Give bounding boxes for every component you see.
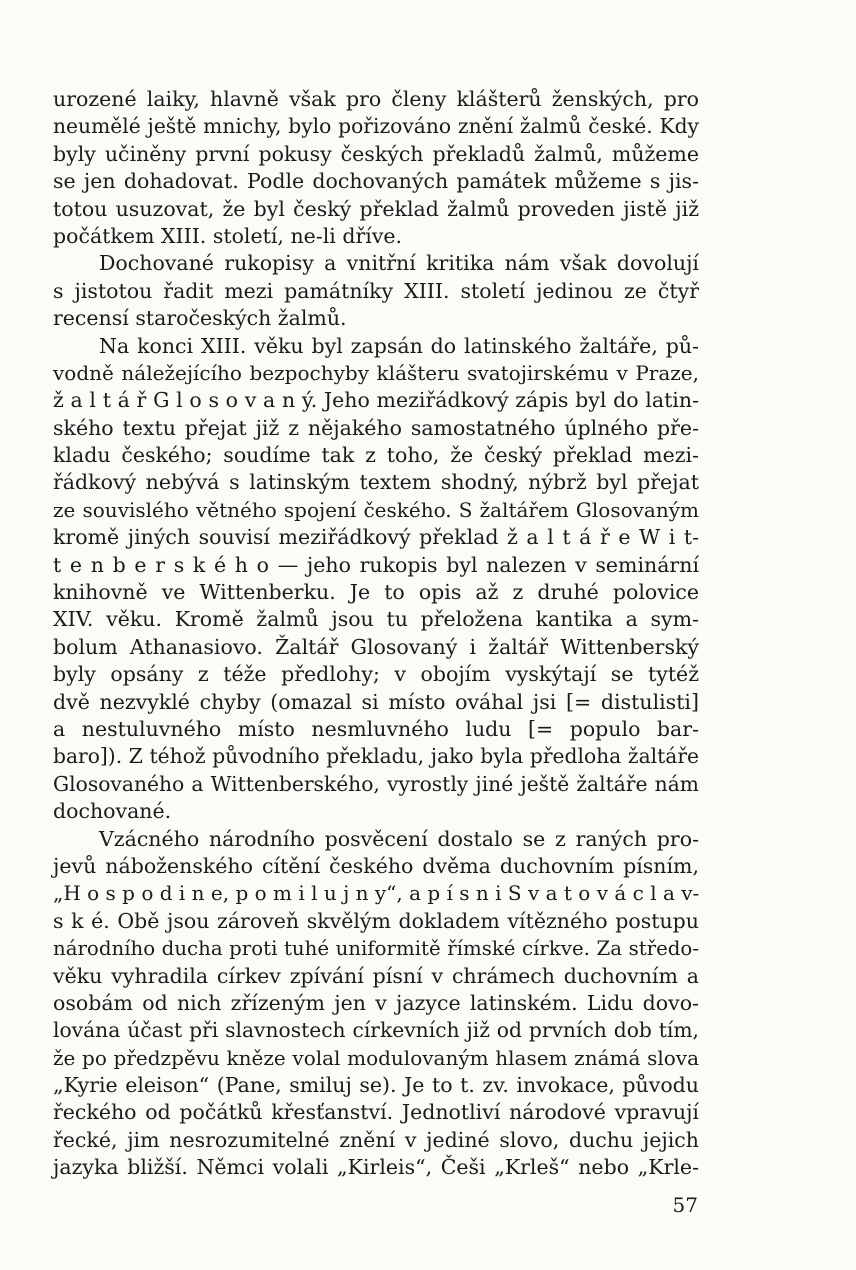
text-line: byly opsány z téže předlohy; v obojím vyskýtají se tytéž [53, 662, 699, 687]
text-line: věku vyhradila církev zpívání písní v chrámech duchovním a [53, 963, 699, 988]
text-line: jevů náboženského cítění českého dvěma duchovním písním, [53, 853, 699, 878]
text-line: ž a l t á ř G l o s o v a n ý. Jeho meziřádkový zápis byl do latin- [53, 388, 699, 413]
text-line: Dochované rukopisy a vnitřní kritika nám však dovolují [99, 251, 699, 276]
text-line: Glosovaného a Wittenberského, vyrostly jiné ještě žaltáře nám [53, 771, 699, 796]
text-line: baro]). Z téhož původního překladu, jako byla předloha žaltáře [53, 744, 699, 769]
text-line: t e n b e r s k é h o — jeho rukopis byl nalezen v seminární [53, 552, 699, 577]
text-line: kladu českého; soudíme tak z toho, že český překlad mezi- [53, 443, 699, 468]
text-line: „Kyrie eleison“ (Pane, smiluj se). Je to t. zv. invokace, původu [53, 1073, 699, 1098]
text-line: se jen dohadovat. Podle dochovaných památek můžeme s jis- [53, 169, 699, 194]
text-line: recensí staročeských žalmů. [53, 306, 347, 331]
text-line: ze souvislého větného spojení českého. S žaltářem Glosovaným [53, 497, 699, 522]
text-line: a nestuluvného místo nesmluvného ludu [= populo bar- [53, 716, 699, 741]
text-line: počátkem XIII. století, ne-li dříve. [53, 223, 403, 248]
text-line: osobám od nich zřízeným jen v jazyce latinském. Lidu dovo- [53, 990, 699, 1015]
text-line: jazyka bližší. Němci volali „Kirleis“, Češi „Krleš“ nebo „Krle- [53, 1155, 699, 1180]
text-line: XIV. věku. Kromě žalmů jsou tu přeložena kantika a sym- [53, 607, 699, 632]
page-number: 57 [672, 1193, 698, 1217]
text-line: vodně náležejícího bezpochyby klášteru svatojirskému v Praze, [53, 360, 699, 385]
text-line: národního ducha proti tuhé uniformitě římské církve. Za středo- [53, 937, 699, 961]
text-line: urozené laiky, hlavně však pro členy klášterů ženských, pro [53, 87, 699, 111]
text-line: s k é. Obě jsou zároveň skvělým dokladem vítězného postupu [53, 908, 699, 933]
text-line: byly učiněny první pokusy českých překladů žalmů, můžeme [53, 141, 699, 166]
text-line: řádkový nebývá s latinským textem shodný, nýbrž byl přejat [53, 470, 699, 495]
text-line: s jistotou řadit mezi památníky XIII. století jedinou ze čtyř [53, 278, 699, 303]
text-line: „H o s p o d i n e, p o m i l u j n y“, a p í s n i S v a t o v á c l a v- [53, 881, 700, 906]
text-line: řecké, jim nesrozumitelné znění v jediné slovo, duchu jejich [53, 1127, 699, 1152]
text-line: dvě nezvyklé chyby (omazal si místo ováhal jsi [= distulisti] [53, 689, 699, 714]
body-text [53, 86, 699, 1182]
text-line: bolum Athanasiovo. Žaltář Glosovaný i žaltář Wittenberský [53, 634, 699, 659]
text-line: že po předzpěvu kněze volal modulovaným hlasem známá slova [53, 1045, 699, 1070]
text-line: ského textu přejat již z nějakého samostatného úplného pře- [53, 415, 699, 440]
text-line: Na konci XIII. věku byl zapsán do latinského žaltáře, pů- [99, 333, 699, 358]
text-line: kromě jiných souvisí meziřádkový překlad ž a l t á ř e W i t- [53, 525, 699, 550]
text-line: lována účast při slavnostech církevních již od prvních dob tím, [53, 1018, 699, 1043]
text-line: knihovně ve Wittenberku. Je to opis až z druhé polovice [53, 580, 699, 605]
text-line: řeckého od počátků křesťanství. Jednotliví národové vpravují [53, 1100, 699, 1125]
text-line: dochované. [53, 799, 172, 824]
text-line: totou usuzovat, že byl český překlad žalmů proveden jistě již [53, 196, 699, 221]
text-line: Vzácného národního posvěcení dostalo se z raných pro- [99, 826, 699, 851]
text-line: neumělé ještě mnichy, bylo pořizováno znění žalmů české. Kdy [53, 114, 699, 139]
